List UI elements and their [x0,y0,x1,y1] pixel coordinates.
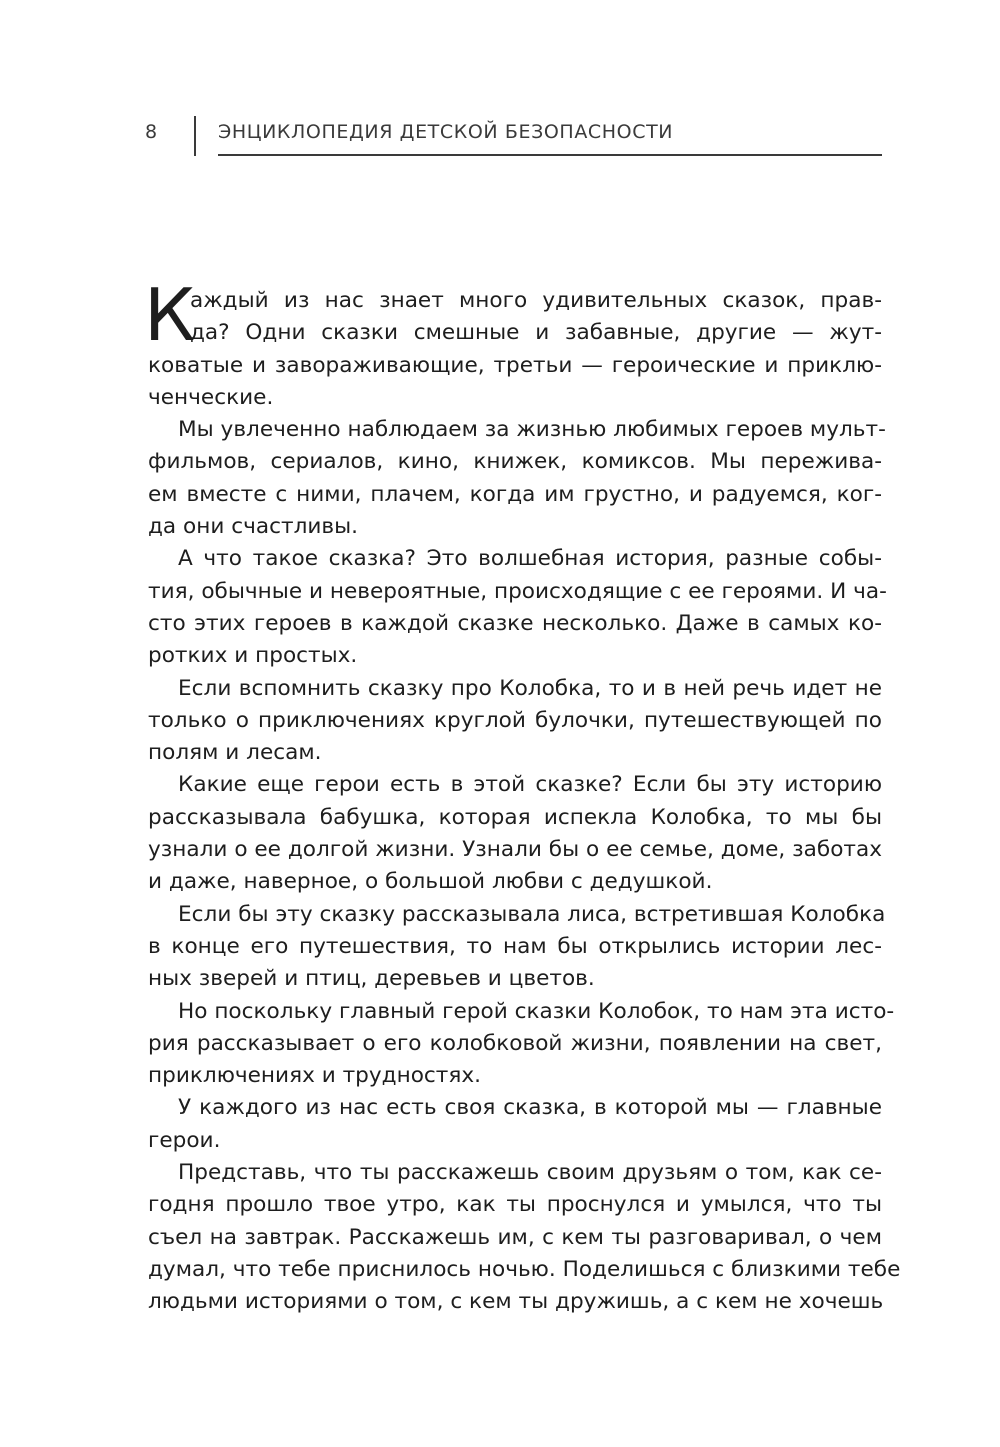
drop-cap: К [144,273,196,357]
text-line: съел на завтрак. Расскажешь им, с кем ты разговаривал, о чем [148,1224,882,1250]
text-line: и даже, наверное, о большой любви с дедушкой. [148,869,713,895]
paragraph-5 [148,769,882,898]
text-line: приключениях и трудностях. [148,1063,482,1089]
text-line: коватые и завораживающие, третьи — героические и приклю- [148,352,882,378]
text-line: годня прошло твое утро, как ты проснулся и умылся, что ты [148,1192,882,1218]
page-number: 8 [145,121,158,143]
text-line: герои. [148,1127,221,1153]
paragraph-3 [148,543,887,672]
text-line: У каждого из нас есть своя сказка, в которой мы — главные [178,1095,882,1121]
paragraph-4 [148,673,882,770]
header-horizontal-rule [218,154,882,156]
text-line: ченческие. [148,384,274,410]
text-line: Представь, что ты расскажешь своим друзьям о том, как се- [178,1160,882,1186]
body-text [144,273,901,1319]
text-line: Если бы эту сказку рассказывала лиса, встретившая Колобка [178,901,886,927]
text-line: Какие еще герои есть в этой сказке? Если бы эту историю [178,772,882,798]
text-line: аждый из нас знает много удивительных сказок, прав- [190,288,882,313]
text-line: Но поскольку главный герой сказки Колобок, то нам эта исто- [178,998,895,1024]
text-line: Если вспомнить сказку про Колобка, то и в ней речь идет не [178,675,882,701]
text-line: А что такое сказка? Это волшебная история, разные собы- [178,546,882,572]
text-line: да? Одни сказки смешные и забавные, другие — жут- [190,320,882,346]
text-line: узнали о ее долгой жизни. Узнали бы о ее семье, доме, заботах [148,837,882,863]
paragraph-1 [144,273,882,414]
text-line: в конце его путешествия, то нам бы открылись истории лес- [148,933,882,959]
text-line: людьми историями о том, с кем ты дружишь, а с кем не хочешь [148,1289,884,1315]
text-line: сто этих героев в каждой сказке несколько. Даже в самых ко- [148,610,882,636]
page-header [0,0,1000,160]
text-line: рия рассказывает о его колобковой жизни, появлении на свет, [148,1030,882,1056]
paragraph-2 [148,414,886,543]
paragraph-9 [148,1157,901,1318]
text-line: рассказывала бабушка, которая испекла Колобка, то мы бы [148,804,882,830]
paragraph-7 [148,996,895,1093]
text-line: ных зверей и птиц, деревьев и цветов. [148,966,595,992]
text-line: тия, обычные и невероятные, происходящие с ее героями. И ча- [148,578,887,604]
running-title: ЭНЦИКЛОПЕДИЯ ДЕТСКОЙ БЕЗОПАСНОСТИ [218,121,674,143]
text-line: да они счастливы. [148,514,359,540]
header-vertical-rule [194,116,196,156]
text-line: ротких и простых. [148,643,358,669]
text-line: полям и лесам. [148,740,322,766]
paragraph-8 [148,1092,882,1157]
text-line: думал, что тебе приснилось ночью. Поделишься с близкими тебе [148,1256,901,1282]
text-line: только о приключениях круглой булочки, путешествующей по [148,707,882,733]
text-line: Мы увлеченно наблюдаем за жизнью любимых героев мульт- [178,417,886,443]
text-line: ем вместе с ними, плачем, когда им грустно, и радуемся, ког- [148,481,882,507]
text-line: фильмов, сериалов, кино, книжек, комиксов. Мы пережива- [148,449,882,475]
paragraph-6 [148,899,886,996]
